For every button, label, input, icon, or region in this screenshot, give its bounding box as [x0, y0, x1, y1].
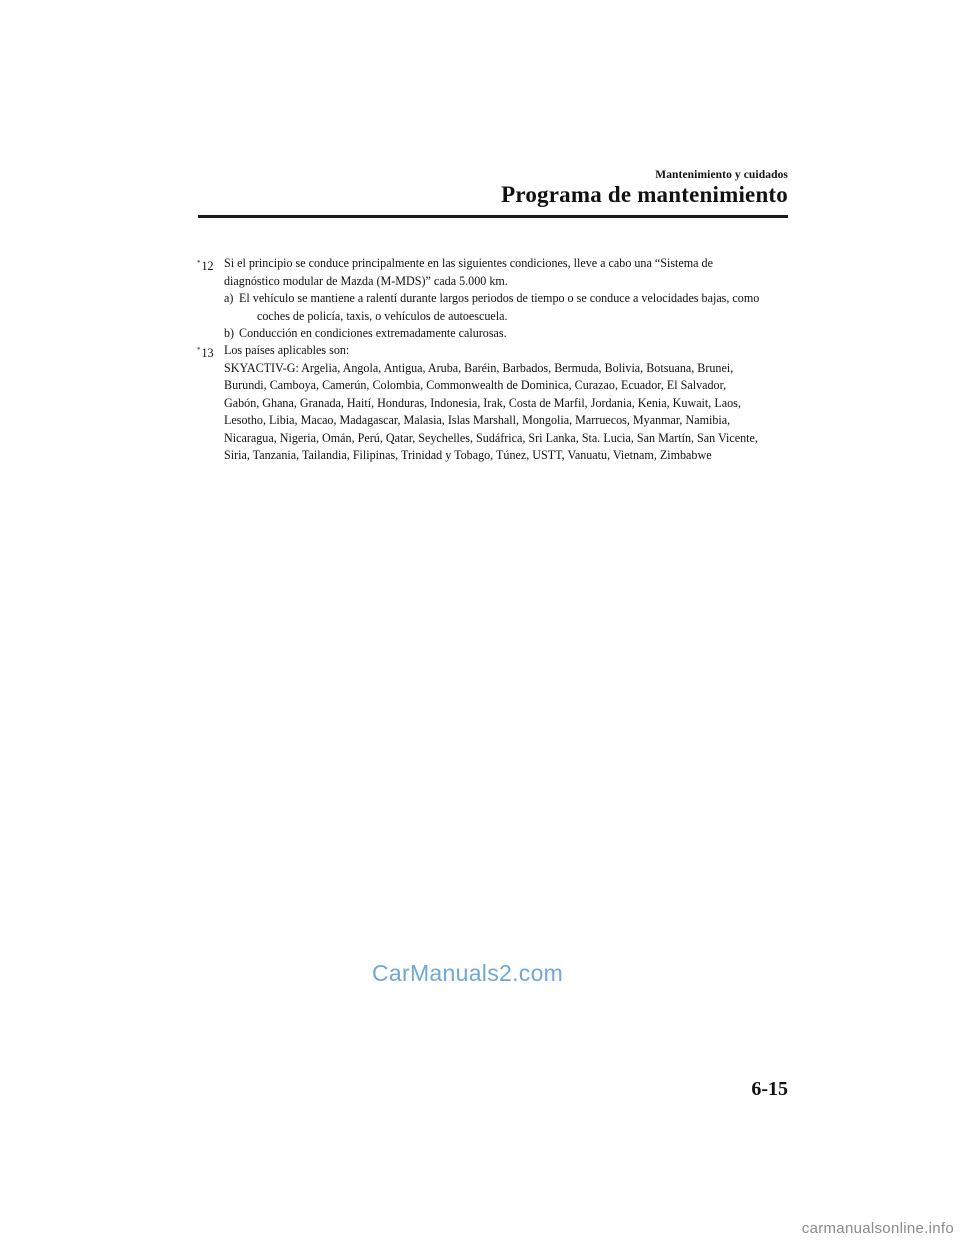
footnote-13-intro: Los países aplicables son:: [224, 343, 350, 357]
footnote-number-text: 12: [201, 259, 214, 273]
item-letter: b): [224, 326, 235, 340]
item-letter: a): [224, 291, 234, 305]
footnote-12-line2: diagnóstico modular de Mazda (M-MDS)” cada 5.000 km.: [224, 273, 508, 288]
watermark-logo: CarManuals2.com: [372, 960, 564, 986]
page-number: 6-15: [751, 1078, 788, 1100]
section-label: Mantenimiento y cuidados: [655, 169, 788, 181]
footnote-13-head: [197, 342, 791, 360]
page-title: Programa de mantenimiento: [501, 182, 788, 207]
footnote-12-line1: Si el principio se conduce principalmente en las siguientes condiciones, lleve a cabo una “Sistema de: [224, 256, 713, 270]
footnote-12-item-a: [197, 290, 791, 325]
footnote-13-number: [197, 342, 214, 363]
country-line: Siria, Tanzania, Tailandia, Filipinas, Trinidad y Tobago, Túnez, USTT, Vanuatu, Vietnam, Zimbabwe: [224, 448, 712, 462]
footnote-13: [197, 342, 791, 465]
footnote-marker: *: [197, 346, 201, 354]
country-line: Nicaragua, Nigeria, Omán, Perú, Qatar, Seychelles, Sudáfrica, Sri Lanka, Sta. Lucia, San Martín, San Vicente,: [224, 430, 758, 445]
footer-watermark: carmanualsonline.info: [801, 1220, 954, 1237]
item-a-line2: coches de policía, taxis, o vehículos de autoescuela.: [257, 308, 508, 323]
country-list: [197, 360, 791, 465]
footnote-12-head: [197, 255, 791, 290]
item-a-line1: El vehículo se mantiene a ralentí durante largos periodos de tiempo o se conduce a velocidades bajas, como: [239, 291, 760, 305]
country-line: Burundi, Camboya, Camerún, Colombia, Commonwealth de Dominica, Curazao, Ecuador, El Salvador,: [224, 378, 727, 392]
country-line: Lesotho, Libia, Macao, Madagascar, Malasia, Islas Marshall, Mongolia, Marruecos, Myanmar, Namibia,: [224, 413, 731, 427]
footnote-12-number: [197, 255, 214, 276]
footnote-number-text: 13: [201, 346, 214, 360]
country-line: SKYACTIV-G: Argelia, Angola, Antigua, Aruba, Baréin, Barbados, Bermuda, Bolivia, Botsuana, Brunei,: [224, 360, 734, 375]
footnote-marker: *: [197, 259, 201, 267]
title-rule: [198, 215, 788, 218]
item-b-line1: Conducción en condiciones extremadamente calurosas.: [239, 326, 507, 340]
country-line: Gabón, Ghana, Granada, Haití, Honduras, Indonesia, Irak, Costa de Marfil, Jordania, Kenia, Kuwait, Laos,: [224, 395, 741, 410]
footnote-12-item-b: [197, 325, 791, 343]
footnote-12: [197, 255, 791, 343]
